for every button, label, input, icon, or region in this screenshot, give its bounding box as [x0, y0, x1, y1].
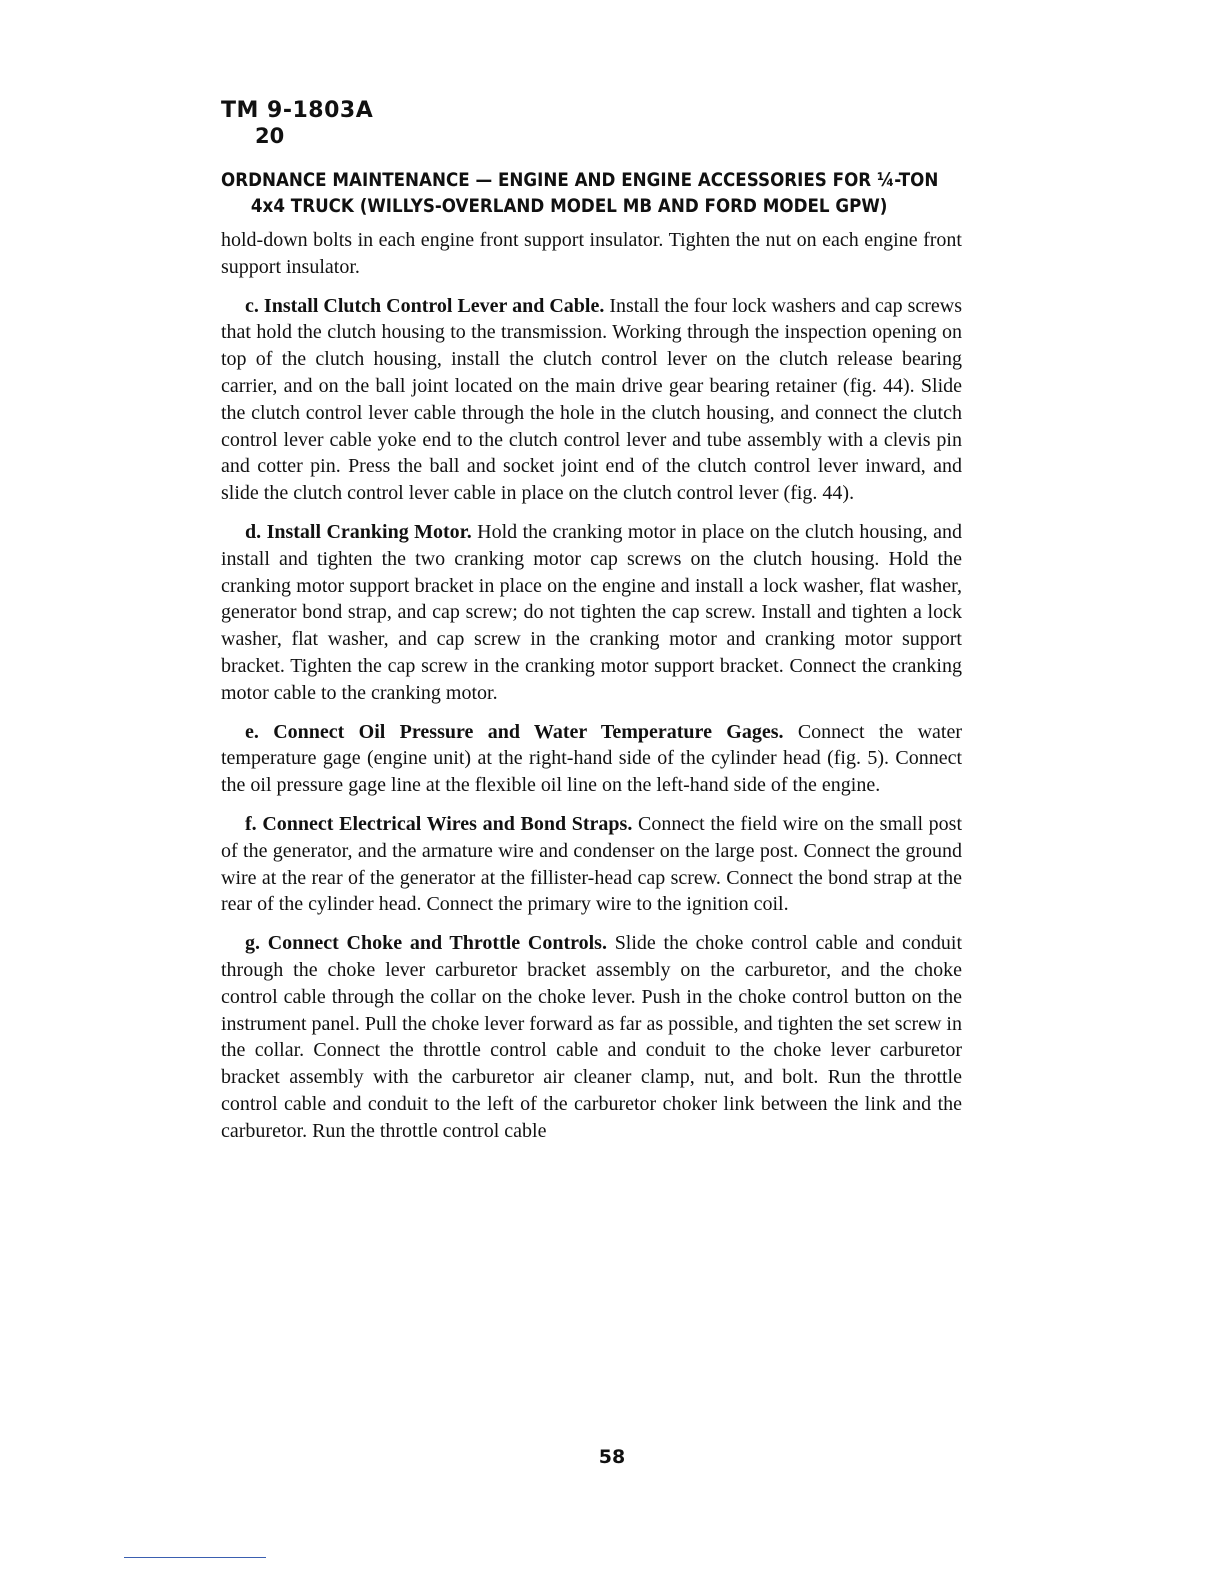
paragraph-c-heading: Install Clutch Control Lever and Cable.: [263, 294, 605, 317]
paragraph-d-letter: d.: [245, 520, 262, 543]
paragraph-d-heading: Install Cranking Motor.: [266, 520, 472, 543]
running-head-line-2: 4x4 TRUCK (WILLYS-OVERLAND MODEL MB AND FORD MODEL GPW): [250, 195, 888, 217]
body-text: [221, 227, 962, 1145]
page-number: 58: [598, 1446, 626, 1468]
paragraph-e-heading: Connect Oil Pressure and Water Temperature Gages.: [273, 720, 784, 743]
paragraph-d: [221, 519, 962, 707]
paragraph-f-heading: Connect Electrical Wires and Bond Straps.: [262, 812, 633, 835]
paragraph-g: [221, 930, 962, 1144]
paragraph-c-text: Install the four lock washers and cap screws that hold the clutch housing to the transmission. Working through the inspection opening on top of the clutch housing, install the clutch control lever on the clutch release bearing carrier, and on the ball joint located on the main drive gear bearing retainer (fig. 44). Slide the clutch control lever cable through the hole in the clutch housing, and connect the clutch control lever cable yoke end to the clutch control lever and tube assembly with a clevis pin and cotter pin. Press the ball and socket joint end of the clutch control lever inward, and slide the clutch control lever cable in place on the clutch control lever (fig. 44).: [221, 294, 963, 505]
paragraph-e-text: Connect the water temperature gage (engine unit) at the right-hand side of the cylinder head (fig. 5). Connect the oil pressure gage line at the flexible oil line on the left-hand side of the engine.: [221, 720, 963, 797]
paragraph-g-text: Slide the choke control cable and conduit through the choke lever carburetor bracket assembly on the carburetor, and the choke control cable through the collar on the choke lever. Push in the choke control button on the instrument panel. Pull the choke lever forward as far as possible, and tighten the set screw in the collar. Connect the throttle control cable and conduit to the choke lever carburetor bracket assembly with the carburetor air cleaner clamp, nut, and bolt. Run the throttle control cable and conduit to the left of the carburetor choker link between the link and the carburetor. Run the throttle control cable: [221, 932, 962, 1142]
paragraph-continuation: hold-down bolts in each engine front support insulator. Tighten the nut on each engine front support insulator.: [221, 229, 962, 278]
paragraph-d-text: Hold the cranking motor in place on the clutch housing, and install and tighten the two cranking motor cap screws on the clutch housing. Hold the cranking motor support bracket in place on the engine and install a lock washer, flat washer, generator bond strap, and cap screw; do not tighten the cap screw. Install and tighten a lock washer, flat washer, and cap screw in the cranking motor and cranking motor support bracket. Tighten the cap screw in the cranking motor support bracket. Connect the cranking motor cable to the cranking motor.: [221, 520, 962, 704]
paragraph-c-letter: c.: [245, 294, 259, 317]
section-number: 20: [255, 124, 285, 148]
paragraph-e-letter: e.: [245, 720, 259, 743]
paragraph-f: [221, 811, 962, 918]
paragraph-f-letter: f.: [245, 812, 257, 835]
paragraph-g-heading: Connect Choke and Throttle Controls.: [267, 932, 607, 955]
paragraph-f-text: Connect the field wire on the small post of the generator, and the armature wire and condenser on the large post. Connect the ground wire at the rear of the generator at the fillister-head cap screw. Connect the bond strap at the rear of the cylinder head. Connect the primary wire to the ignition coil.: [221, 812, 963, 916]
manual-id: TM 9-1803A: [221, 98, 374, 123]
running-head: [221, 167, 962, 219]
paragraph-e: [221, 719, 962, 799]
footer-rule: [124, 1557, 266, 1558]
paragraph-g-letter: g.: [245, 932, 260, 955]
paragraph-c: [221, 293, 962, 507]
document-page: [221, 98, 962, 1157]
running-head-line-1: ORDNANCE MAINTENANCE — ENGINE AND ENGINE ACCESSORIES FOR ¼-TON: [221, 169, 939, 191]
